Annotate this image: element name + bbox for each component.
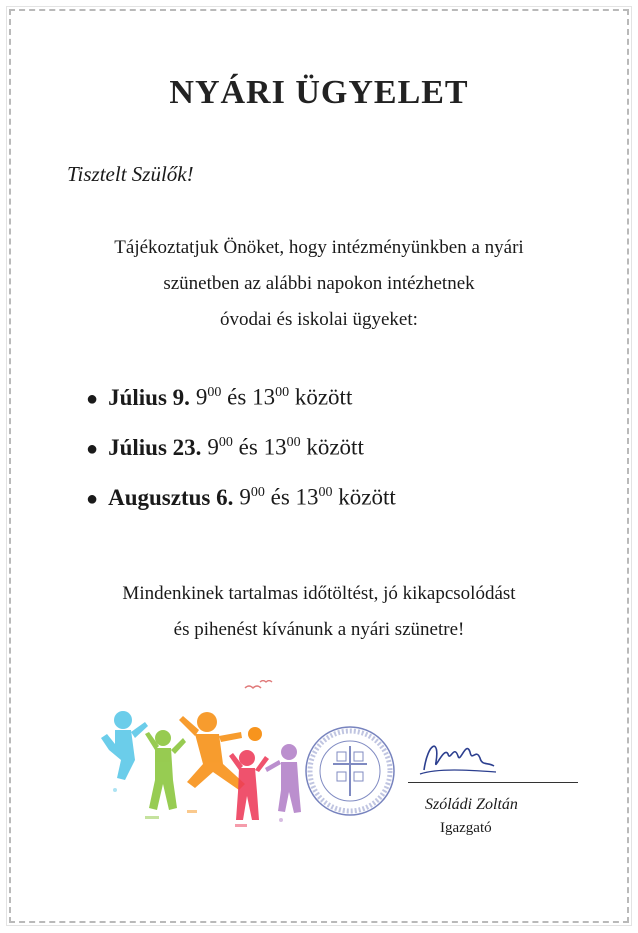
date-item bbox=[86, 420, 396, 470]
closing-line: és pihenést kívánunk a nyári szünetre! bbox=[173, 619, 465, 640]
date-label: Július 23. bbox=[108, 434, 202, 460]
bullet-icon: ● bbox=[86, 487, 99, 510]
bullet-icon: ● bbox=[86, 387, 99, 410]
closing-paragraph bbox=[0, 576, 638, 648]
intro-line: óvodai és iskolai ügyeket: bbox=[220, 309, 418, 330]
dates-list bbox=[86, 370, 396, 520]
ball-icon bbox=[248, 727, 262, 741]
intro-line: Tájékoztatjuk Önöket, hogy intézményünkben a nyári bbox=[114, 237, 524, 258]
date-label: Július 9. bbox=[108, 384, 190, 410]
date-label: Augusztus 6. bbox=[108, 484, 234, 510]
date-time: $9^{00}$ és $13^{00}$ között bbox=[195, 384, 353, 410]
school-stamp bbox=[303, 724, 397, 818]
signature-line bbox=[408, 782, 578, 783]
bird-icon bbox=[245, 686, 261, 688]
date-time: $9^{00}$ és $13^{00}$ között bbox=[207, 434, 364, 460]
intro-line: szünetben az alábbi napokon intézhetnek bbox=[163, 273, 475, 294]
children-silhouettes bbox=[95, 680, 310, 830]
child-figure bbox=[179, 712, 245, 790]
child-figure bbox=[101, 711, 148, 780]
child-figure bbox=[265, 744, 301, 813]
signer-name: Szóládi Zoltán bbox=[425, 796, 518, 813]
date-time: $9^{00}$ és $13^{00}$ között bbox=[239, 484, 396, 510]
intro-paragraph bbox=[0, 230, 638, 338]
page-title: NYÁRI ÜGYELET bbox=[169, 74, 469, 111]
closing-line: Mindenkinek tartalmas időtöltést, jó kikapcsolódást bbox=[122, 583, 516, 604]
bullet-icon: ● bbox=[86, 437, 99, 460]
greeting: Tisztelt Szülők! bbox=[67, 162, 194, 186]
signer-role: Igazgató bbox=[440, 820, 492, 836]
child-figure bbox=[145, 730, 186, 810]
date-item bbox=[86, 470, 396, 520]
handwritten-signature bbox=[418, 732, 498, 780]
bird-icon bbox=[260, 681, 272, 683]
date-item bbox=[86, 370, 396, 420]
